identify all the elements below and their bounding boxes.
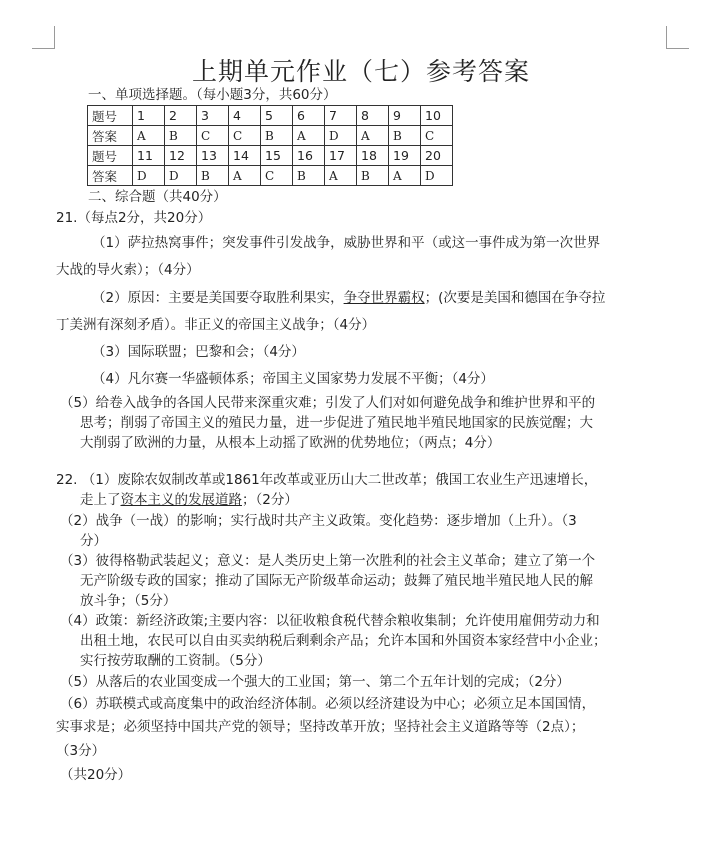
text-segment: （2）原因：主要是美国要夺取胜利果实，	[92, 290, 344, 306]
q22-answer-5: （5）从落后的农业国变成一个强大的工业国；第一、第二个五年计划的完成；（2分）	[60, 674, 570, 690]
q22-answer-2-line-1: （2）战争（一战）的影响；实行战时共产主义政策。变化趋势：逐步增加（上升）。（3	[60, 513, 577, 529]
underlined-phrase: 资本主义的发展道路	[120, 492, 242, 508]
table-cell: 5	[261, 106, 293, 126]
table-cell: B	[165, 126, 197, 146]
q22-answer-6-line-1: （6）苏联模式或高度集中的政治经济体制。必须以经济建设为中心；必须立足本国国情，	[60, 696, 596, 712]
table-header-cell: 答案	[88, 166, 133, 186]
table-cell: B	[293, 166, 325, 186]
table-cell: C	[229, 126, 261, 146]
table-cell: 14	[229, 146, 261, 166]
table-cell: A	[357, 126, 389, 146]
q22-answer-1-line-2	[80, 490, 298, 510]
table-cell: 6	[293, 106, 325, 126]
table-row	[88, 106, 453, 126]
q21-answer-4: （4）凡尔赛一华盛顿体系；帝国主义国家势力发展不平衡；（4分）	[92, 371, 494, 387]
q22-answer-4-line-3: 实行按劳取酬的工资制。（5分）	[80, 653, 271, 669]
table-cell: D	[421, 166, 453, 186]
table-cell: 16	[293, 146, 325, 166]
q22-answer-4-line-2: 出租土地，农民可以自由买卖纳税后剩剩余产品；允许本国和外国资本家经营中小企业；	[80, 633, 607, 649]
table-cell: A	[293, 126, 325, 146]
q21-answer-2-line-1	[92, 288, 605, 308]
table-cell: 9	[389, 106, 421, 126]
q21-answer-3: （3）国际联盟；巴黎和会；（4分）	[92, 344, 305, 360]
page-title: 上期单元作业（七）参考答案	[191, 57, 530, 86]
table-cell: 18	[357, 146, 389, 166]
table-row	[88, 166, 453, 186]
table-cell: C	[261, 166, 293, 186]
table-cell: B	[197, 166, 229, 186]
q21-answer-1-line-2: 大战的导火索）；（4分）	[56, 262, 200, 278]
q22-answer-2-line-2: 分）	[80, 533, 107, 549]
table-cell: 1	[133, 106, 165, 126]
table-row	[88, 126, 453, 146]
table-cell: B	[357, 166, 389, 186]
text-segment: 走上了	[80, 492, 121, 508]
underlined-phrase: 争夺世界霸权	[343, 290, 425, 306]
table-header-cell: 题号	[88, 146, 133, 166]
table-cell: 8	[357, 106, 389, 126]
q21-answer-5-line-3: 大削弱了欧洲的力量，从根本上动摇了欧洲的优势地位；（两点；4分）	[80, 435, 501, 451]
table-cell: C	[421, 126, 453, 146]
table-cell: 10	[421, 106, 453, 126]
q22-answer-6-line-3: （3分）	[56, 743, 106, 759]
table-cell: B	[261, 126, 293, 146]
q21-answer-2-line-2: 丁美洲有深刻矛盾）。非正义的帝国主义战争；（4分）	[56, 317, 376, 333]
page-corner-mark-top-right	[666, 26, 689, 49]
table-cell: D	[165, 166, 197, 186]
answer-table	[87, 105, 453, 186]
table-cell: B	[389, 126, 421, 146]
q22-answer-1-line-1: 22. （1）废除农奴制改革或1861年改革或亚历山大二世改革；俄国工农业生产迅速增长，	[56, 472, 598, 488]
q21-heading: 21.（每点2分，共20分）	[56, 210, 212, 226]
table-cell: 3	[197, 106, 229, 126]
table-cell: D	[133, 166, 165, 186]
table-cell: 2	[165, 106, 197, 126]
q21-answer-1-line-1: （1）萨拉热窝事件；突发事件引发战争，威胁世界和平（或这一事件成为第一次世界	[92, 235, 601, 251]
q21-answer-5-line-2: 思考；削弱了帝国主义的殖民力量，进一步促进了殖民地半殖民地国家的民族觉醒；大	[80, 415, 593, 431]
table-cell: 13	[197, 146, 229, 166]
q22-total: （共20分）	[60, 767, 132, 783]
text-segment: ；(次要是美国和德国在争夺拉	[424, 290, 606, 306]
table-cell: 19	[389, 146, 421, 166]
text-segment: ；（2分）	[242, 492, 298, 508]
table-cell: 11	[133, 146, 165, 166]
q22-answer-3-line-3: 放斗争；（5分）	[80, 593, 177, 609]
table-cell: A	[133, 126, 165, 146]
table-cell: 12	[165, 146, 197, 166]
section-1-heading: 一、单项选择题。（每小题3分，共60分）	[88, 87, 337, 103]
q22-answer-4-line-1: （4）政策：新经济政策;主要内容：以征收粮食税代替余粮收集制；允许使用雇佣劳动力和	[60, 613, 600, 629]
table-row	[88, 146, 453, 166]
table-cell: 15	[261, 146, 293, 166]
table-cell: 4	[229, 106, 261, 126]
table-cell: A	[325, 166, 357, 186]
q21-answer-5-line-1: （5）给卷入战争的各国人民带来深重灾难；引发了人们对如何避免战争和维护世界和平的	[60, 395, 596, 411]
table-cell: A	[229, 166, 261, 186]
table-cell: 7	[325, 106, 357, 126]
q22-answer-3-line-2: 无产阶级专政的国家；推动了国际无产阶级革命运动；鼓舞了殖民地半殖民地人民的解	[80, 573, 593, 589]
table-header-cell: 题号	[88, 106, 133, 126]
section-2-heading: 二、综合题（共40分）	[88, 189, 227, 205]
table-cell: 20	[421, 146, 453, 166]
table-cell: D	[325, 126, 357, 146]
q22-answer-3-line-1: （3）彼得格勒武装起义；意义：是人类历史上第一次胜利的社会主义革命；建立了第一个	[60, 553, 596, 569]
page-corner-mark-top-left	[32, 26, 55, 49]
table-header-cell: 答案	[88, 126, 133, 146]
q22-answer-6-line-2: 实事求是；必须坚持中国共产党的领导；坚持改革开放；坚持社会主义道路等等（2点）；	[56, 719, 585, 735]
table-cell: 17	[325, 146, 357, 166]
table-cell: A	[389, 166, 421, 186]
table-cell: C	[197, 126, 229, 146]
